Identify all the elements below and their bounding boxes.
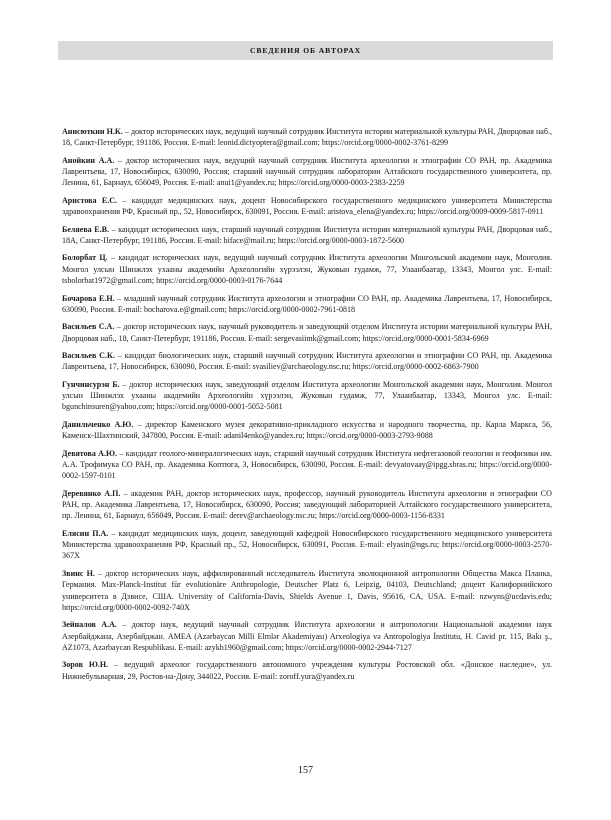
author-details: – кандидат биологических наук, старший научный сотрудник Института археологии и этнографии СО РАН, пр. Академика Лаврентьева, 17, Новосибирск, 630090, Россия. E-mail: svasiliev@archaeology.nsc.ru; https://orcid.org/0000-0002-6863-7900 — [62, 351, 552, 372]
author-entry — [62, 155, 552, 189]
author-name: Зейналов А.А. — [62, 620, 117, 630]
author-details: – директор Каменского музея декоративно-прикладного искусства и народного творчества, пр. Карла Маркса, 56, Каменск-Шахтинский, 347800, Россия. E-mail: adanil4enko@yandex.ru; https://orcid.org/0000-0003-2793-9088 — [62, 419, 552, 441]
author-name: Бочарова Е.Н. — [62, 293, 115, 303]
author-name: Деревянко А.П. — [62, 488, 121, 498]
author-details: – доктор исторических наук, заведующий отделом Института археологии Монгольской академии наук, Монголия. Монгол улсын Шинжлэх ухааны академийн Археологийн хүрээлэн, Жуковын гудамж, 77, Улаанбаатар, 13343, Монгол улс. E-mail: bgunchinsuren@yahoo.com; https://orcid.org/0000-0001-5052-5081 — [62, 379, 552, 412]
author-entry — [62, 126, 552, 149]
author-details: – кандидат медицинских наук, доцент Новосибирского государственного медицинского университета Министерства здравоохранения РФ, Красный пр., 52, Новосибирск, 630091, Россия. E-mail: aristova_elena@yandex.ru; https://orcid.org/0009-0009-5817-0911 — [62, 195, 553, 217]
author-details: – доктор исторических наук, научный руководитель и заведующий отделом Института истории материальной культуры РАН, Дворцовая наб., 18, Санкт-Петербург, 191186, Россия. E-mail: sergevasiimk@gmail.com; https://orcid.org/0000-0001-5834-6969 — [62, 322, 552, 343]
author-name: Девятова А.Ю. — [62, 448, 118, 458]
author-entry — [62, 488, 552, 522]
author-entry — [62, 528, 552, 562]
author-details: – кандидат геолого-минералогических наук, старший научный сотрудник Института нефтегазовой геологии и геофизики им. А.А. Трофимука СО РАН, пр. Академика Коптюга, 3, Новосибирск, 630090, Россия. E-mail: devyatovaay@ipgg.sbras.ru; https://orcid.org/0000-0002-1597-0101 — [62, 448, 552, 481]
author-name: Зоров Ю.Н. — [62, 660, 109, 670]
author-details: – кандидат исторических наук, старший научный сотрудник Института истории материальной культуры РАН, Дворцовая наб., 18А, Санкт-Петербург, 191186, Россия. E-mail: biface@mail.ru; https://orcid.org/0000-0003-1872-5600 — [62, 224, 552, 245]
author-entry — [62, 350, 552, 373]
author-entry — [62, 321, 552, 344]
section-title: СВЕДЕНИЯ ОБ АВТОРАХ — [250, 46, 361, 55]
author-name: Анисюткин Н.К. — [62, 127, 123, 136]
author-entry — [62, 195, 552, 218]
author-name: Болорбат Ц. — [62, 253, 108, 263]
author-entry — [62, 224, 552, 247]
author-details: – младший научный сотрудник Института археологии и этнографии СО РАН, пр. Академика Лаврентьева, 17, Новосибирск, 630090, Россия. E-mail: bocharova.e@gmail.com; https://orcid.org/0000-0002-7961-0818 — [62, 293, 552, 314]
author-name: Анойкин А.А. — [62, 155, 115, 165]
author-list — [62, 126, 552, 688]
author-name: Звинс Н. — [62, 568, 95, 578]
author-details: – доктор исторических наук, ведущий научный сотрудник Института истории материальной культуры РАН, Дворцовая наб., 18, Санкт-Петербург, 191186, Россия. E-mail: leonid.dictyoptera@gmail.com; https://orcid.org/0000-0002-3761-8299 — [62, 127, 552, 148]
author-entry — [62, 568, 552, 613]
author-name: Васильев С.А. — [62, 322, 115, 332]
author-details: – доктор исторических наук, ведущий научный сотрудник Института археологии и этнографии СО РАН, пр. Академика Лаврентьева, 17, Новосибирск, 630090, Россия; старший научный сотрудник лаборатории Алтайского государственного университета, пр. Ленина, 61, Барнаул, 656049, Россия. E-mail: anui1@yandex.ru; https://orcid.org/0000-0003-2383-2259 — [62, 155, 552, 188]
author-entry — [62, 252, 552, 286]
author-entry — [62, 619, 552, 653]
author-details: – ведущий археолог государственного автономного учреждения культуры Ростовской обл. «Донское наследие», ул. Нижнебульварная, 29, Ростов-на-Дону, 344022, Россия. E-mail: zoroff.yura@yandex.ru — [62, 660, 552, 681]
author-entry — [62, 448, 552, 482]
author-entry — [62, 379, 552, 413]
page-number: 157 — [298, 765, 313, 776]
author-name: Елясин П.А. — [62, 528, 109, 538]
author-name: Гунчинсурэн Б. — [62, 379, 120, 389]
author-details: – доктор исторических наук, аффилированный исследователь Института эволюционной антропологии Общества Макса Планка, Германия. Max-Planck-Institut für evolutionäre Anthropologie, Deutscher Platz 6, Leipzig, 04103, Deutschland; доцент Калифорнийского университета в Дэвисе, США. University of California-Davis, Shields Avenue 1, Davis, 95616, CA, USA. E-mail: nzwyns@ucdavis.edu; https://orcid.org/0000-0002-0092-740X — [62, 568, 552, 612]
author-name: Аристова Е.С. — [62, 195, 118, 205]
author-name: Беляева Е.В. — [62, 224, 110, 234]
author-details: – кандидат медицинских наук, доцент, заведующий кафедрой Новосибирского государственного медицинского университета Министерства здравоохранения РФ, Красный пр., 52, Новосибирск, 630091, Россия. E-mail: elyasin@ngs.ru; https://orcid.org/0000-0003-2570-367X — [62, 528, 553, 561]
author-name: Данильченко А.Ю. — [62, 419, 134, 429]
author-entry — [62, 293, 552, 316]
section-header — [58, 41, 553, 60]
author-details: – доктор наук, ведущий научный сотрудник Института археологии и антропологии Национальной академии наук Азербайджана, Азербайджан. AMEA (Azərbaycan Milli Elmlər Akademiyası) Arxeologiya və Antropologiya İnstitutu, H. Cavid pr. 115, Bakı ş., AZ1073, Azərbaycan Respublikası. E-mail: azykh1960@gmail.com; https://orcid.org/0000-0002-2944-7127 — [62, 620, 552, 652]
author-name: Васильев С.К. — [62, 351, 115, 361]
author-details: – академик РАН, доктор исторических наук, профессор, научный руководитель Института археологии и этнографии СО РАН, пр. Академика Лаврентьева, 17, Новосибирск, 630090, Россия; заведующий лабораторией Алтайского государственного университета, пр. Ленина, 61, Барнаул, 656049, Россия. E-mail: derev@archaeology.nsc.ru; https://orcid.org/0000-0003-1156-8331 — [62, 488, 552, 521]
author-entry — [62, 419, 552, 442]
author-details: – кандидат исторических наук, ведущий научный сотрудник Института археологии Монгольской академии наук, Монголия. Монгол улсын Шинжлэх ухааны академийн Археологийн хүрээлэн, Жуковын гудамж, 77, Улаанбаатар, 13343, Монгол улс. E-mail: tsbolorbat1972@gmail.com; https://orcid.org/0000-0003-0176-7644 — [62, 253, 552, 286]
author-entry — [62, 659, 552, 682]
